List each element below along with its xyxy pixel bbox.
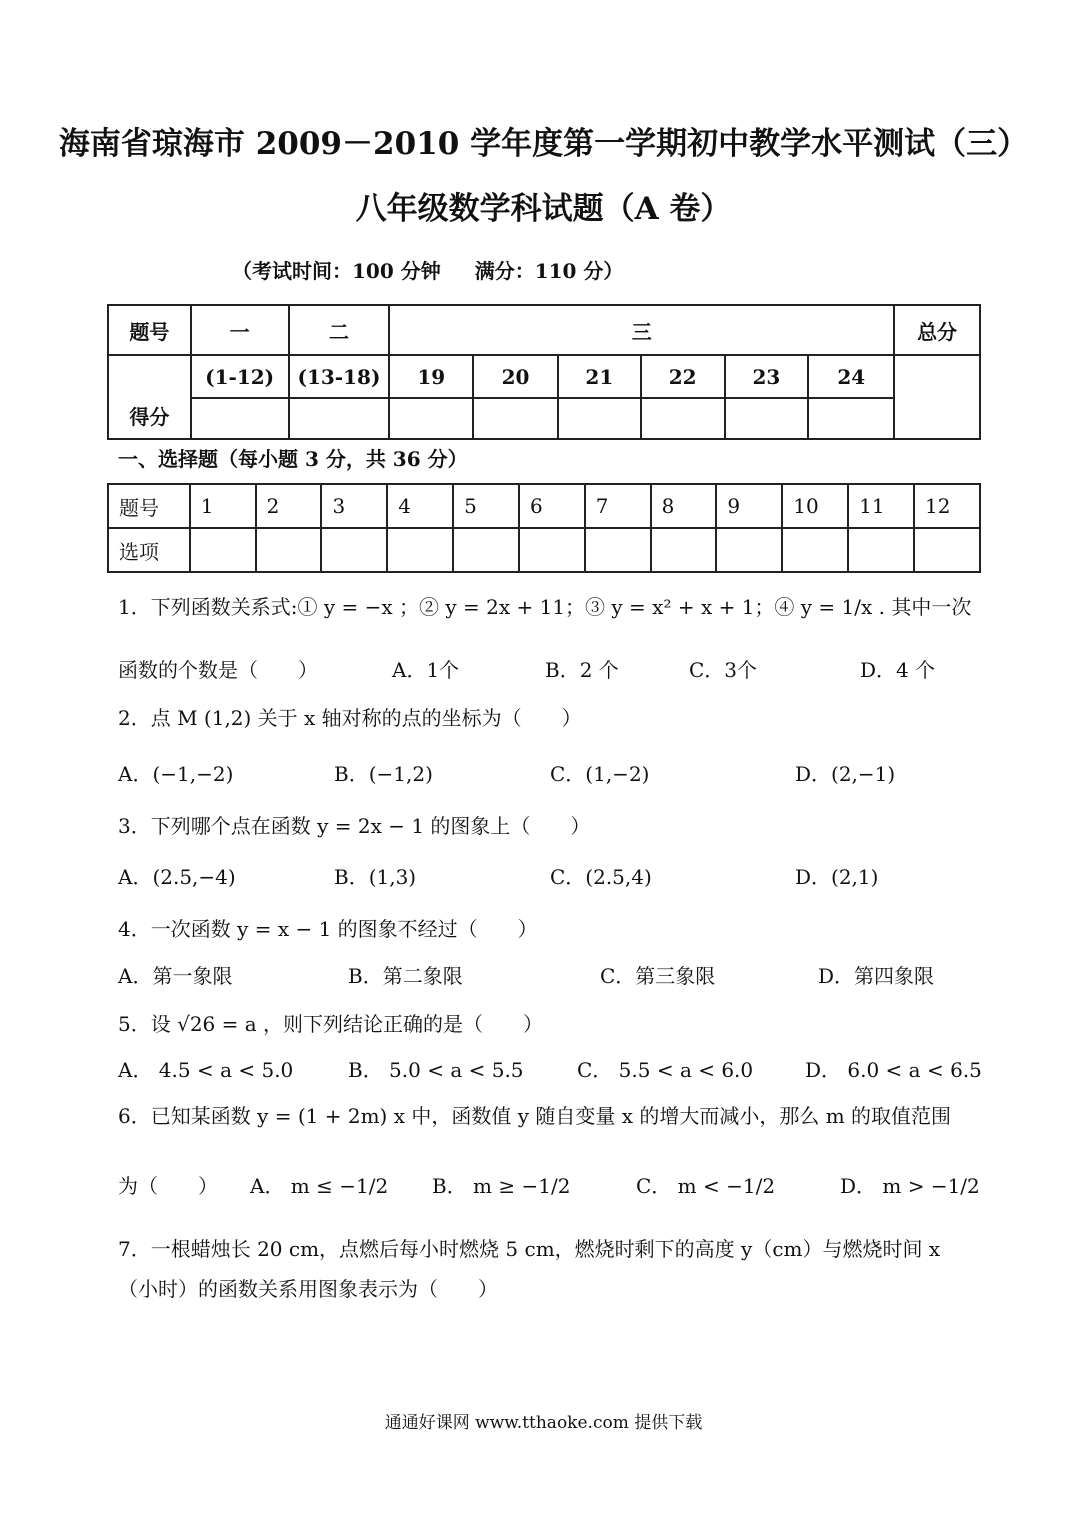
question-3-option-c: C．(2.5,4) — [550, 865, 652, 889]
answer-cell[interactable] — [782, 528, 848, 572]
question-6-line-2: 为（ ） — [118, 1174, 218, 1198]
question-5-option-d: D． 6.0 < a < 6.5 — [805, 1058, 982, 1082]
question-3-option-d: D．(2,1) — [795, 865, 879, 889]
question-6-option-d: D． m > −1/2 — [840, 1174, 980, 1198]
question-1-line-1: 1．下列函数关系式:① y = −x ；② y = 2x + 11；③ y = x² + x + 1；④ y = 1/x . 其中一次 — [118, 595, 972, 619]
answer-cell[interactable] — [190, 528, 256, 572]
question-7-line-1: 7．一根蜡烛长 20 cm，点燃后每小时燃烧 5 cm，燃烧时剩下的高度 y（cm）与燃烧时间 x — [118, 1237, 941, 1261]
score-cell — [641, 398, 725, 439]
answer-cell[interactable] — [321, 528, 387, 572]
score-table — [107, 304, 981, 440]
footer-credit[interactable]: 通通好课网 www.tthaoke.com 提供下载 — [384, 1413, 703, 1433]
answer-cell[interactable] — [716, 528, 782, 572]
question-2-stem: 2．点 M (1,2) 关于 x 轴对称的点的坐标为（ ） — [118, 706, 582, 730]
score-total-cell — [894, 355, 980, 439]
question-2-option-d: D．(2,−1) — [795, 762, 896, 786]
score-q20: 20 — [473, 355, 558, 398]
question-6-option-c: C． m < −1/2 — [636, 1174, 776, 1198]
score-q22: 22 — [641, 355, 725, 398]
question-3-option-a: A．(2.5,−4) — [118, 865, 236, 889]
score-cell — [389, 398, 473, 439]
question-1-option-a: A．1个 — [392, 658, 460, 682]
answer-number: 1 — [190, 484, 256, 528]
score-cell — [191, 398, 289, 439]
answer-number: 12 — [914, 484, 980, 528]
score-cell — [808, 398, 894, 439]
question-4-option-a: A．第一象限 — [118, 964, 233, 988]
question-1-option-b: B．2 个 — [545, 658, 619, 682]
answer-cell[interactable] — [848, 528, 914, 572]
question-4-option-c: C．第三象限 — [600, 964, 716, 988]
answer-cell[interactable] — [914, 528, 980, 572]
answer-number: 11 — [848, 484, 914, 528]
score-cell — [725, 398, 809, 439]
title-line-1: 海南省琼海市 2009－2010 学年度第一学期初中教学水平测试（三） — [58, 126, 1029, 162]
question-5-option-a: A． 4.5 < a < 5.0 — [118, 1058, 294, 1082]
exam-time: （考试时间：100 分钟 — [232, 259, 441, 283]
score-header-total: 总分 — [894, 305, 980, 355]
score-q21: 21 — [558, 355, 641, 398]
answer-cell[interactable] — [387, 528, 453, 572]
answer-cell[interactable] — [585, 528, 651, 572]
score-cell — [289, 398, 390, 439]
score-label: 得分 — [108, 355, 191, 439]
score-cell — [473, 398, 558, 439]
question-2-option-b: B．(−1,2) — [334, 762, 433, 786]
question-4-option-d: D．第四象限 — [818, 964, 935, 988]
answer-cell[interactable] — [519, 528, 585, 572]
answer-number: 2 — [256, 484, 322, 528]
answer-header-label: 题号 — [108, 484, 190, 528]
question-1-line-2: 函数的个数是（ ） — [118, 658, 318, 682]
score-header-number: 题号 — [108, 305, 191, 355]
exam-meta — [232, 255, 657, 284]
answer-number: 9 — [716, 484, 782, 528]
question-3-option-b: B．(1,3) — [334, 865, 417, 889]
answer-table — [107, 483, 981, 573]
question-5-option-b: B． 5.0 < a < 5.5 — [348, 1058, 524, 1082]
answer-number: 10 — [782, 484, 848, 528]
score-header-part2: 二 — [289, 305, 390, 355]
answer-number: 7 — [585, 484, 651, 528]
answer-cell[interactable] — [651, 528, 717, 572]
question-1-option-c: C．3个 — [689, 658, 758, 682]
score-q19: 19 — [389, 355, 473, 398]
score-q24: 24 — [808, 355, 894, 398]
question-2-option-c: C．(1,−2) — [550, 762, 650, 786]
score-q23: 23 — [725, 355, 809, 398]
answer-row-label: 选项 — [108, 528, 190, 572]
title-line-2: 八年级数学科试题（A 卷） — [355, 191, 732, 227]
score-header-part3: 三 — [389, 305, 894, 355]
score-header-part1: 一 — [191, 305, 289, 355]
question-2-option-a: A．(−1,−2) — [118, 762, 234, 786]
answer-number: 4 — [387, 484, 453, 528]
score-cell — [558, 398, 641, 439]
question-4-stem: 4．一次函数 y = x − 1 的图象不经过（ ） — [118, 917, 538, 941]
answer-number: 6 — [519, 484, 585, 528]
question-3-stem: 3．下列哪个点在函数 y = 2x − 1 的图象上（ ） — [118, 814, 591, 838]
score-range-2: (13-18) — [289, 355, 390, 398]
answer-number: 3 — [321, 484, 387, 528]
answer-number: 8 — [651, 484, 717, 528]
answer-number: 5 — [453, 484, 519, 528]
full-score: 满分：110 分） — [474, 259, 624, 283]
question-6-option-a: A． m ≤ −1/2 — [250, 1174, 389, 1198]
answer-cell[interactable] — [453, 528, 519, 572]
question-5-stem: 5．设 √26 = a ，则下列结论正确的是（ ） — [118, 1012, 544, 1036]
score-range-1: (1-12) — [191, 355, 289, 398]
question-6-option-b: B． m ≥ −1/2 — [432, 1174, 571, 1198]
question-5-option-c: C． 5.5 < a < 6.0 — [577, 1058, 754, 1082]
answer-cell[interactable] — [256, 528, 322, 572]
question-1-option-d: D．4 个 — [860, 658, 936, 682]
question-6-line-1: 6．已知某函数 y = (1 + 2m) x 中，函数值 y 随自变量 x 的增大而减小，那么 m 的取值范围 — [118, 1104, 952, 1128]
question-4-option-b: B．第二象限 — [348, 964, 463, 988]
question-7-line-2: （小时）的函数关系用图象表示为（ ） — [118, 1277, 498, 1301]
section-title: 一、选择题（每小题 3 分，共 36 分） — [118, 447, 468, 471]
